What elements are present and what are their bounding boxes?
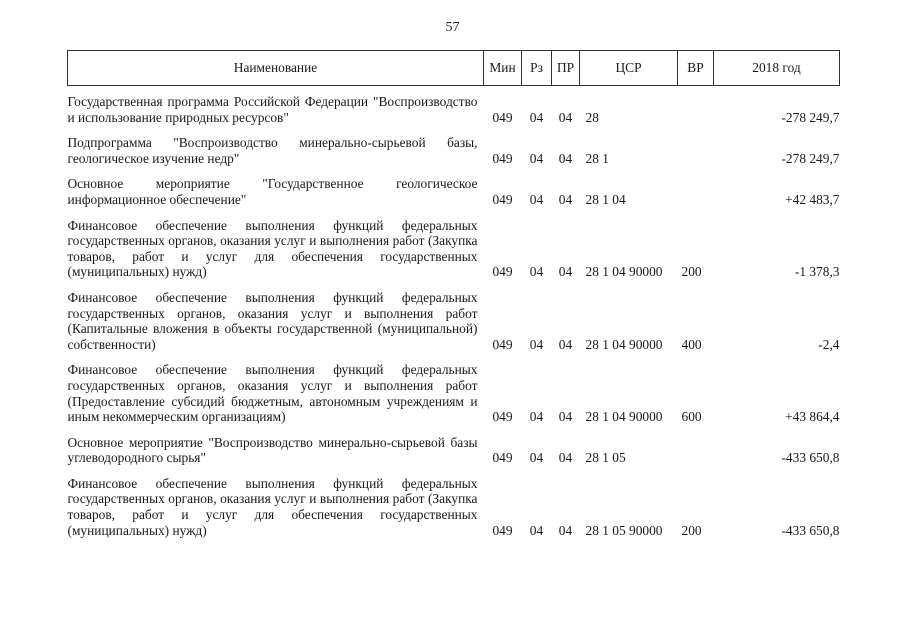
header-year: 2018 год — [714, 51, 840, 86]
row-rz: 04 — [529, 336, 544, 352]
header-pr: ПР — [552, 51, 580, 86]
row-pr: 04 — [558, 522, 573, 538]
row-name: Финансовое обеспечение выполнения функций федеральных государственных органов, оказания услуг и выполнения работ (Предоставление субсидий бюджетным, автономным учреждениям и иным некоммерческим организациям) — [67, 362, 478, 425]
row-min: 049 — [492, 191, 513, 207]
row-pr: 04 — [558, 409, 573, 425]
table-header-row — [68, 51, 840, 86]
row-vr: 200 — [681, 264, 702, 280]
row-name: Основное мероприятие "Воспроизводство минерально-сырьевой базы углеводородного сырья" — [67, 434, 478, 466]
header-vr: ВР — [678, 51, 714, 86]
budget-table — [67, 50, 840, 538]
row-amount: -433 650,8 — [781, 522, 840, 538]
row-min: 049 — [492, 109, 513, 125]
row-vr: 200 — [681, 522, 702, 538]
row-name: Основное мероприятие "Государственное геологическое информационное обеспечение" — [67, 176, 478, 207]
row-amount: -278 249,7 — [781, 109, 840, 125]
row-vr — [678, 425, 714, 466]
row-min: 049 — [492, 150, 513, 166]
row-amount: -1 378,3 — [794, 264, 840, 280]
row-name: Подпрограмма "Воспроизводство минерально-сырьевой базы, геологическое изучение недр" — [67, 135, 478, 166]
header-csr: ЦСР — [580, 51, 678, 86]
row-min: 049 — [492, 336, 513, 352]
row-csr: 28 1 04 90000 — [585, 264, 663, 280]
table-row — [68, 352, 840, 424]
row-csr: 28 — [585, 109, 599, 125]
header-name: Наименование — [68, 51, 484, 86]
row-rz: 04 — [529, 264, 544, 280]
table-row — [68, 208, 840, 280]
row-rz: 04 — [529, 450, 544, 466]
row-vr: 600 — [681, 409, 702, 425]
row-vr — [678, 166, 714, 207]
table-row — [68, 86, 840, 126]
row-min: 049 — [492, 409, 513, 425]
row-name: Финансовое обеспечение выполнения функций федеральных государственных органов, оказания услуг и выполнения работ (Закупка товаров, работ и услуг для обеспечения государственных (муниципальных) нужд) — [67, 475, 478, 538]
row-name: Финансовое обеспечение выполнения функций федеральных государственных органов, оказания услуг и выполнения работ (Капитальные вложения в объекты государственной (муниципальной) собственности) — [67, 289, 478, 352]
row-vr — [678, 125, 714, 166]
row-csr: 28 1 05 — [585, 450, 626, 466]
table-row — [68, 125, 840, 166]
row-amount: -433 650,8 — [781, 450, 840, 466]
table-row — [68, 280, 840, 352]
row-rz: 04 — [529, 150, 544, 166]
row-name: Финансовое обеспечение выполнения функций федеральных государственных органов, оказания услуг и выполнения работ (Закупка товаров, работ и услуг для обеспечения государственных (муниципальных) нужд) — [67, 217, 478, 280]
row-rz: 04 — [529, 409, 544, 425]
row-pr: 04 — [558, 109, 573, 125]
header-min: Мин — [484, 51, 522, 86]
row-csr: 28 1 04 — [585, 191, 626, 207]
row-csr: 28 1 — [585, 150, 609, 166]
row-min: 049 — [492, 450, 513, 466]
row-min: 049 — [492, 522, 513, 538]
row-pr: 04 — [558, 336, 573, 352]
row-amount: +43 864,4 — [785, 409, 840, 425]
table-row — [68, 466, 840, 538]
page-number: 57 — [445, 20, 460, 35]
row-vr: 400 — [681, 336, 702, 352]
row-rz: 04 — [529, 191, 544, 207]
table-row — [68, 425, 840, 466]
row-pr: 04 — [558, 264, 573, 280]
row-amount: -278 249,7 — [781, 150, 840, 166]
row-rz: 04 — [529, 522, 544, 538]
row-csr: 28 1 04 90000 — [585, 409, 663, 425]
row-pr: 04 — [558, 191, 573, 207]
row-amount: +42 483,7 — [785, 191, 840, 207]
row-amount: -2,4 — [818, 336, 840, 352]
row-csr: 28 1 04 90000 — [585, 336, 663, 352]
row-rz: 04 — [529, 109, 544, 125]
row-name: Государственная программа Российской Федерации "Воспроизводство и использование природных ресурсов" — [67, 94, 478, 125]
header-rz: Рз — [522, 51, 552, 86]
row-pr: 04 — [558, 150, 573, 166]
row-pr: 04 — [558, 450, 573, 466]
row-csr: 28 1 05 90000 — [585, 522, 663, 538]
row-min: 049 — [492, 264, 513, 280]
row-vr — [678, 86, 714, 126]
table-row — [68, 166, 840, 207]
